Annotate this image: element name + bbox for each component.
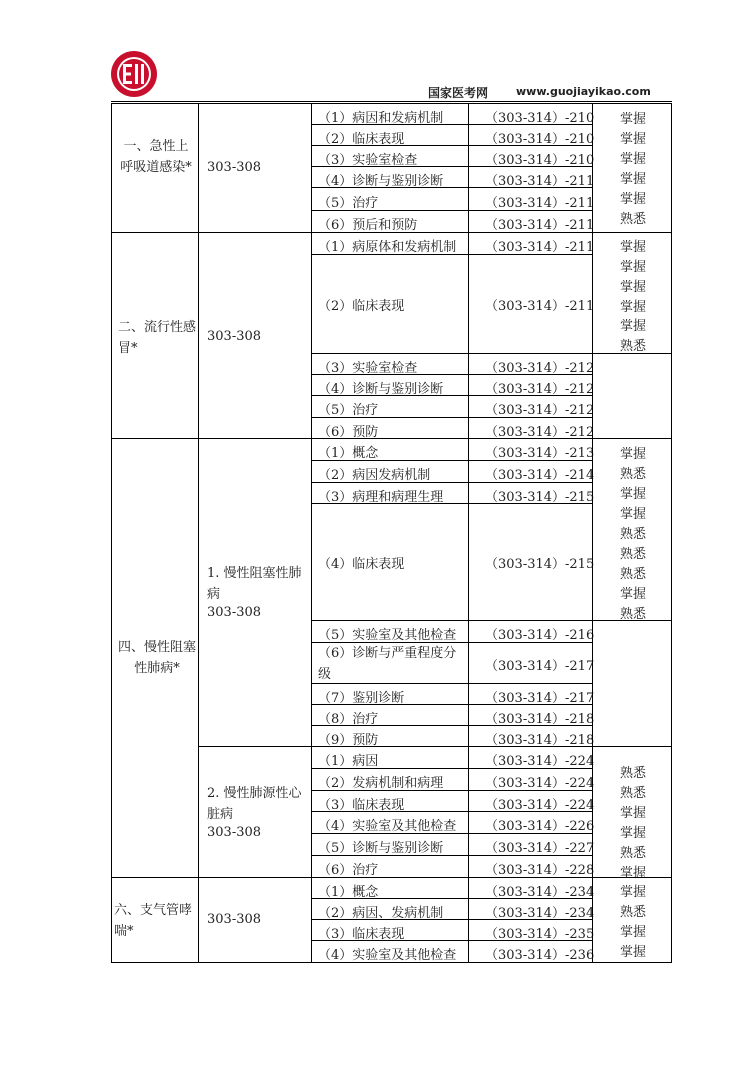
item-cell: [311, 620, 469, 643]
level-label: 熟悉: [620, 339, 647, 354]
section-cell: [111, 877, 199, 963]
ref-cell: [468, 145, 593, 167]
item-label: （4）诊断与鉴别诊断: [318, 174, 444, 189]
item-ref: （303-314）-212: [485, 382, 595, 397]
item-ref: （303-314）-211: [485, 174, 595, 189]
item-cell: [311, 642, 469, 684]
ref-cell: [468, 725, 593, 747]
code-cell: [198, 232, 312, 439]
item-cell: [311, 482, 469, 504]
ref-cell: [468, 124, 593, 146]
item-ref: （303-314）-234: [485, 906, 595, 921]
ref-cell: [468, 438, 593, 461]
level-label: 掌握: [620, 152, 647, 167]
item-label: （6）治疗: [318, 863, 379, 878]
item-label: （5）诊断与鉴别诊断: [318, 841, 444, 856]
level-label: 掌握: [620, 885, 647, 900]
item-ref: （303-314）-224: [485, 776, 595, 791]
ref-cell: [468, 855, 593, 878]
item-label: （2）发病机制和病理: [318, 776, 444, 791]
code-cell: [198, 877, 312, 963]
item-label: （7）鉴别诊断: [318, 691, 405, 706]
ref-cell: [468, 620, 593, 643]
subsection-name: 1. 慢性阻塞性肺病: [207, 566, 302, 602]
item-cell: [311, 855, 469, 878]
level-label: 熟悉: [620, 905, 647, 920]
item-ref: （303-314）-224: [485, 754, 595, 769]
item-label: （2）临床表现: [318, 132, 405, 147]
item-ref: （303-314）-224: [485, 798, 595, 813]
level-label: 掌握: [620, 806, 647, 821]
item-ref: （303-314）-217: [485, 691, 595, 706]
item-label: （1）病因: [318, 754, 379, 769]
ref-cell: [468, 417, 593, 439]
item-cell: [311, 166, 469, 188]
subsection-cell: [198, 438, 312, 747]
level-label: 熟悉: [620, 846, 647, 861]
item-label: （6）预防: [318, 425, 379, 440]
logo-icon: [110, 50, 158, 98]
ref-cell: [468, 768, 593, 791]
ref-cell: [468, 460, 593, 483]
level-label: 掌握: [620, 192, 647, 207]
level-label: 熟悉: [620, 212, 647, 227]
item-cell: [311, 503, 469, 621]
item-ref: （303-314）-211: [485, 240, 595, 255]
item-ref: （303-314）-226: [485, 819, 595, 834]
item-ref: （303-314）-218: [485, 733, 595, 748]
level-label: 熟悉: [620, 766, 647, 781]
item-cell: [311, 833, 469, 856]
section-code: 303-308: [207, 160, 262, 175]
ref-cell: [468, 790, 593, 812]
level-label: 掌握: [620, 925, 647, 940]
item-label: （2）病因、发病机制: [318, 906, 444, 921]
item-cell: [311, 940, 469, 963]
level-label: 掌握: [620, 260, 647, 275]
level-label: 掌握: [620, 300, 647, 315]
item-label: （3）临床表现: [318, 798, 405, 813]
item-cell: [311, 683, 469, 705]
item-ref: （303-314）-216: [485, 628, 595, 643]
item-cell: [311, 254, 469, 354]
level-label: 掌握: [620, 945, 647, 960]
item-cell: [311, 746, 469, 769]
level-label: 熟悉: [620, 786, 647, 801]
level-label: 熟悉: [620, 527, 647, 542]
item-ref: （303-314）-214: [485, 468, 595, 483]
ref-cell: [468, 374, 593, 396]
level-cell: [592, 353, 672, 439]
section-cell: [111, 103, 199, 233]
ref-cell: [468, 254, 593, 354]
item-label: （1）概念: [318, 885, 379, 900]
item-cell: [311, 725, 469, 747]
item-label: （1）概念: [318, 446, 379, 461]
ref-cell: [468, 395, 593, 418]
section-name: 六、支气管哮喘*: [114, 903, 193, 939]
level-label: 掌握: [620, 587, 647, 602]
item-ref: （303-314）-211: [485, 299, 595, 314]
item-label: （8）治疗: [318, 712, 379, 727]
ref-cell: [468, 103, 593, 125]
item-ref: （303-314）-215: [485, 490, 595, 505]
subsection-cell: [198, 746, 312, 878]
code-cell: [198, 103, 312, 233]
item-cell: [311, 877, 469, 899]
level-label: 熟悉: [620, 467, 647, 482]
item-label: （9）预防: [318, 733, 379, 748]
item-ref: （303-314）-210: [485, 111, 595, 126]
site-title: 国家医考网: [428, 86, 489, 100]
section-code: 303-308: [207, 329, 262, 344]
ref-cell: [468, 940, 593, 963]
ref-cell: [468, 166, 593, 188]
subsection-name: 2. 慢性肺源性心脏病: [207, 786, 302, 822]
item-label: （5）治疗: [318, 196, 379, 211]
item-cell: [311, 353, 469, 375]
item-ref: （303-314）-218: [485, 712, 595, 727]
item-cell: [311, 460, 469, 483]
section-name: 二、流行性感冒*: [118, 320, 197, 356]
ref-cell: [468, 503, 593, 621]
ref-cell: [468, 210, 593, 233]
item-label: （2）临床表现: [318, 299, 405, 314]
item-cell: [311, 232, 469, 255]
item-label: （3）实验室检查: [318, 361, 418, 376]
item-ref: （303-314）-210: [485, 132, 595, 147]
item-label: （1）病原体和发病机制: [318, 240, 457, 255]
item-ref: （303-314）-211: [485, 218, 595, 233]
item-cell: [311, 103, 469, 125]
item-label: （1）病因和发病机制: [318, 111, 444, 126]
level-cell: [592, 620, 672, 747]
item-ref: （303-314）-212: [485, 425, 595, 440]
ref-cell: [468, 482, 593, 504]
item-label: （3）临床表现: [318, 927, 405, 942]
item-cell: [311, 768, 469, 791]
item-ref: （303-314）-236: [485, 948, 595, 963]
section-code: 303-308: [207, 912, 262, 927]
item-ref: （303-314）-210: [485, 153, 595, 168]
item-ref: （303-314）-215: [485, 557, 595, 572]
level-label: 熟悉: [620, 607, 647, 622]
item-cell: [311, 145, 469, 167]
item-label: （4）实验室及其他检查: [318, 948, 457, 963]
ref-cell: [468, 232, 593, 255]
level-label: 掌握: [620, 172, 647, 187]
item-label: （6）预后和预防: [318, 218, 418, 233]
item-ref: （303-314）-227: [485, 841, 595, 856]
level-label: 掌握: [620, 132, 647, 147]
level-label: 掌握: [620, 112, 647, 127]
section-name: 四、慢性阻塞性肺病*: [118, 640, 197, 676]
level-label: 熟悉: [620, 567, 647, 582]
level-label: 熟悉: [620, 547, 647, 562]
subsection-code: 303-308: [207, 605, 262, 620]
item-cell: [311, 811, 469, 834]
ref-cell: [468, 353, 593, 375]
level-label: 掌握: [620, 826, 647, 841]
item-cell: [311, 417, 469, 439]
item-ref: （303-314）-217: [485, 659, 595, 674]
ref-cell: [468, 746, 593, 769]
ref-cell: [468, 187, 593, 211]
item-ref: （303-314）-211: [485, 196, 595, 211]
item-label: （3）实验室检查: [318, 153, 418, 168]
item-cell: [311, 438, 469, 461]
section-name: 一、急性上呼吸道感染*: [120, 139, 192, 175]
section-cell: [111, 232, 199, 439]
level-label: 掌握: [620, 507, 647, 522]
item-ref: （303-314）-213: [485, 446, 595, 461]
level-label: 掌握: [620, 487, 647, 502]
item-cell: [311, 210, 469, 233]
item-ref: （303-314）-235: [485, 927, 595, 942]
item-cell: [311, 395, 469, 418]
header-divider: [111, 101, 672, 102]
item-label: （2）病因发病机制: [318, 468, 431, 483]
level-label: 掌握: [620, 240, 647, 255]
ref-cell: [468, 833, 593, 856]
ref-cell: [468, 642, 593, 684]
item-cell: [311, 374, 469, 396]
item-label: （5）实验室及其他检查: [318, 628, 457, 643]
level-label: 掌握: [620, 319, 647, 334]
item-label: （4）诊断与鉴别诊断: [318, 382, 444, 397]
item-ref: （303-314）-228: [485, 863, 595, 878]
item-cell: [311, 704, 469, 726]
item-label: （6）诊断与严重程度分级: [318, 646, 457, 682]
item-ref: （303-314）-212: [485, 403, 595, 418]
ref-cell: [468, 898, 593, 920]
item-label: （5）治疗: [318, 403, 379, 418]
item-label: （4）实验室及其他检查: [318, 819, 457, 834]
ref-cell: [468, 811, 593, 834]
item-label: （4）临床表现: [318, 557, 405, 572]
item-cell: [311, 187, 469, 211]
site-url: www.guojiayikao.com: [516, 85, 651, 98]
item-cell: [311, 124, 469, 146]
ref-cell: [468, 919, 593, 941]
level-label: 掌握: [620, 447, 647, 462]
level-label: 掌握: [620, 280, 647, 295]
subsection-code: 303-308: [207, 825, 262, 840]
ref-cell: [468, 683, 593, 705]
ref-cell: [468, 877, 593, 899]
ref-cell: [468, 704, 593, 726]
item-cell: [311, 790, 469, 812]
item-cell: [311, 898, 469, 920]
level-label: 掌握: [620, 866, 647, 881]
item-ref: （303-314）-234: [485, 885, 595, 900]
section-cell: [111, 438, 199, 878]
item-ref: （303-314）-212: [485, 361, 595, 376]
item-label: （3）病理和病理生理: [318, 490, 444, 505]
item-cell: [311, 919, 469, 941]
